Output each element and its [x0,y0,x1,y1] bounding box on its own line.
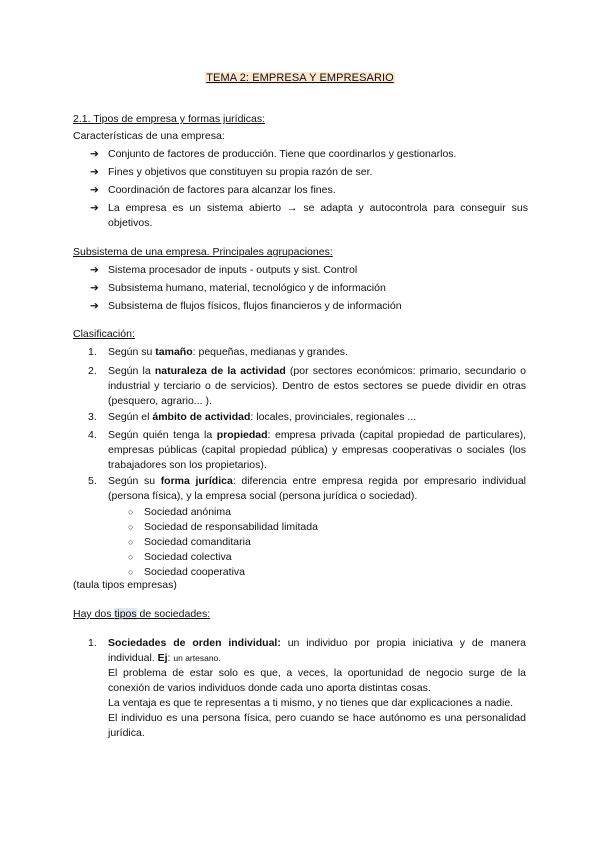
paragraph: El individuo es una persona física, pero cuando se hace autónomo es una personalidad jurídica. [108,712,526,739]
arrow-icon: ➔ [90,166,99,178]
circle-bullet-icon: ○ [128,552,134,562]
circle-bullet-icon: ○ [128,537,134,547]
page-title: TEMA 2: EMPRESA Y EMPRESARIO [206,72,394,84]
section-heading-subsystems: Subsistema de una empresa. Principales agrupaciones: [73,246,333,258]
arrow-icon: ➔ [90,148,99,160]
section-heading-classification: Clasificación: [73,328,135,340]
arrow-icon: ➔ [90,282,99,294]
note-text: (taula tipos empresas) [73,579,177,591]
document-page: TEMA 2: EMPRESA Y EMPRESARIO 2.1. Tipos de empresa y formas jurídicas: Características de una empresa: ➔ Conjunto de factores de producción. Tiene que coordinarlos y gestionarlos. ➔ Fines y objetivos que constituyen su propia razón de ser. ➔ Coordinación de factores para alcanzar los fines. ➔ La empresa es un sistema abierto → se adapta y autocontrola para conseguir sus objetivos. Subsistema de una empresa. Principales agrupaciones: ➔ Sistema procesador de inputs - outputs y sist. Control ➔ Subsistema humano, material, tecnológico y de información ➔ Subsistema de flujos físicos, flujos financieros y de información Clasificación: 1. Según su tamaño: pequeñas, medianas y grandes. 2. Según la naturaleza de la actividad (por sectores económicos: primario, secundario o industrial y terciario o de servicios). Dentro de estos sectores se puede dividir en otras (pesquero, agrario... ). 3. Según el ámbito de actividad: locales, provinciales, regionales ... 4. Según quién tenga la propiedad: empresa privada (capital propiedad de particulares), empresas públicas (capital propiedad pública) y empresas cooperativas o sociales (los trabajadores son los propietarios). 5. Según su forma jurídica: diferencia entre empresa regida por empresario individual (persona física), y la empresa social (persona jurídica o sociedad). ○ Sociedad anónima ○ Sociedad de responsabilidad limitada ○ Sociedad comanditaria ○ Sociedad colectiva ○ Sociedad cooperativa (taula tipos empresas) Hay dos tipos de sociedades: 1. Sociedades de orden individual: un individuo por propia iniciativa y de manera individual. Ej: un artesano. El problema de estar solo es que, a veces, la oportunidad de negocio surge de la conexión de varios individuos donde cada uno aporta distintas cosas. La ventaja es que te representas a ti mismo, y no tienes que dar explicaciones a nadie. El individuo es una persona física, pero cuando se hace autónomo es una personalidad jurídica. [0,0,600,848]
circle-bullet-icon: ○ [128,567,134,577]
arrow-icon: ➔ [90,264,99,276]
paragraph: La ventaja es que te representas a ti mismo, y no tienes que dar explicaciones a nadie. [108,697,514,709]
circle-bullet-icon: ○ [128,507,134,517]
paragraph: El problema de estar solo es que, a veces, la oportunidad de negocio surge de la conexión de varios individuos donde cada uno aporta distintas cosas. [108,667,526,694]
circle-bullet-icon: ○ [128,522,134,532]
arrow-icon: ➔ [90,184,99,196]
section-heading-types: 2.1. Tipos de empresa y formas jurídicas: [73,113,265,125]
arrow-icon: ➔ [90,202,99,214]
arrow-icon: ➔ [90,300,99,312]
section-heading-society-types: Hay dos tipos de sociedades: [73,608,211,620]
subheading-characteristics: Características de una empresa: [73,130,225,142]
